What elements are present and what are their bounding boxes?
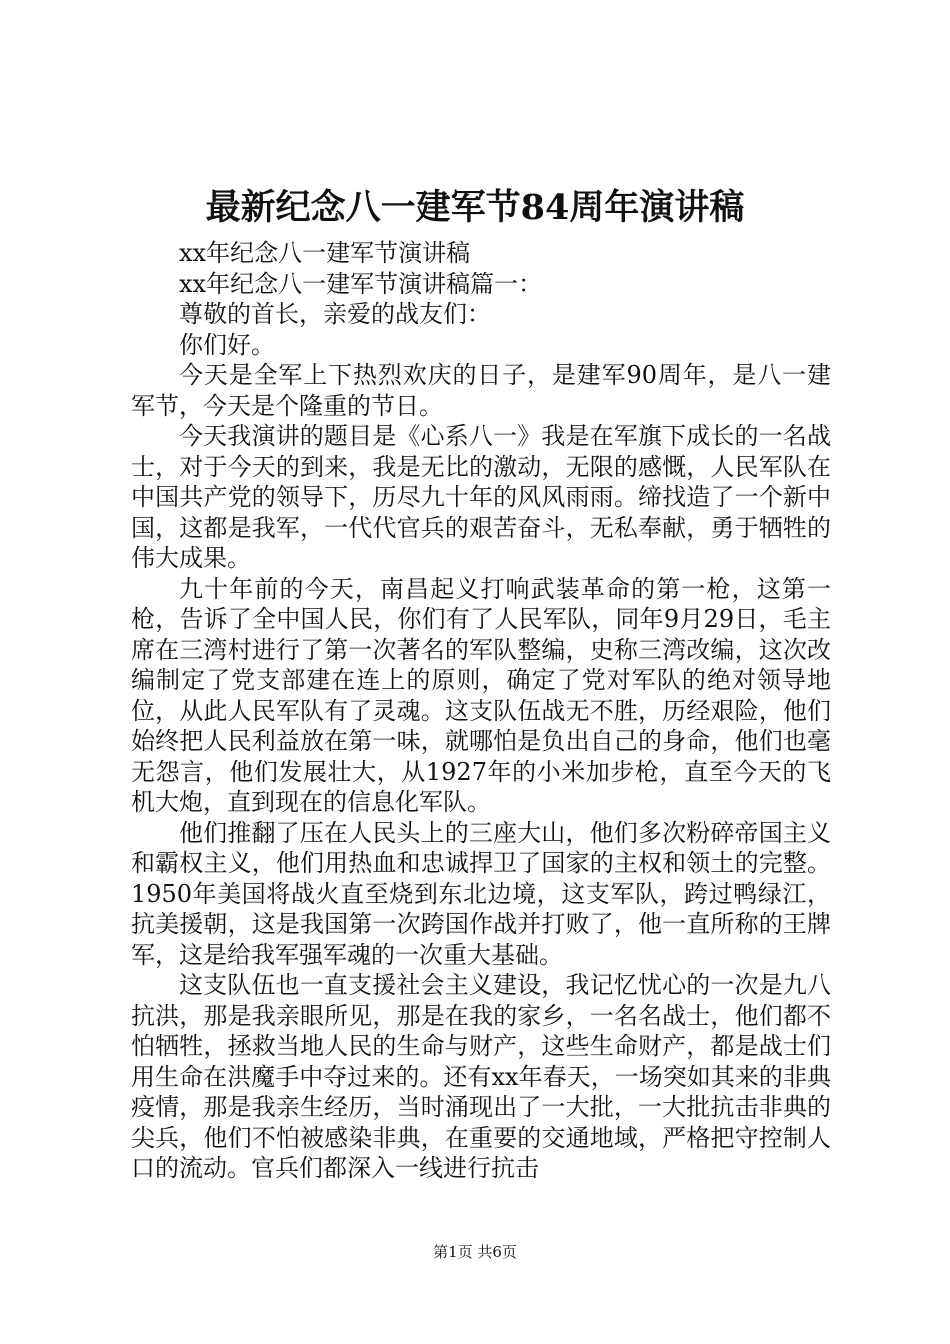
document-title: 最新纪念八一建军节84周年演讲稿: [205, 187, 745, 228]
paragraph: xx年纪念八一建军节演讲稿: [179, 239, 471, 267]
document-body: [131, 238, 831, 1184]
page-footer: 第1页 共6页: [433, 1243, 517, 1261]
paragraph: 九十年前的今天，南昌起义打响武装革命的第一枪，这第一枪，告诉了全中国人民，你们有了人民军队，同年9月29日，毛主席在三湾村进行了第一次著名的军队整编，史称三湾改编，这次改编制定了党支部建在连上的原则，确定了党对军队的绝对领导地位，从此人民军队有了灵魂。这支队伍战无不胜，历经艰险，他们始终把人民利益放在第一味，就哪怕是负出自己的身命，他们也毫无怨言，他们发展壮大，从1927年的小米加步枪，直至今天的飞机大炮，直到现在的信息化军队。: [131, 574, 831, 816]
paragraph: xx年纪念八一建军节演讲稿篇一：: [179, 269, 543, 298]
paragraph: 今天我演讲的题目是《心系八一》我是在军旗下成长的一名战士，对于今天的到来，我是无比的激动，无限的感慨，人民军队在中国共产党的领导下，历尽九十年的风风雨雨。缔找造了一个新中国，这都是我军，一代代官兵的艰苦奋斗，无私奉献，勇于牺牲的伟大成果。: [131, 422, 831, 572]
paragraph: 他们推翻了压在人民头上的三座大山，他们多次粉碎帝国主义和霸权主义，他们用热血和忠诚捍卫了国家的主权和领土的完整。1950年美国将战火直至烧到东北边境，这支军队，跨过鸭绿江，抗美援朝，这是我国第一次跨国作战并打败了，他一直所称的王牌军，这是给我军强军魂的一次重大基础。: [131, 818, 831, 969]
paragraph: 今天是全军上下热烈欢庆的日子，是建军90周年，是八一建军节，今天是个隆重的节日。: [131, 361, 831, 420]
paragraph: 这支队伍也一直支援社会主义建设，我记忆忧心的一次是九八抗洪，那是我亲眼所见，那是在我的家乡，一名名战士，他们都不怕牺牲，拯救当地人民的生命与财产，这些生命财产，都是战士们用生命在洪魔手中夺过来的。还有xx年春天，一场突如其来的非典疫情，那是我亲生经历，当时涌现出了一大批，一大批抗击非典的尖兵，他们不怕被感染非典，在重要的交通地域，严格把守控制人口的流动。官兵们都深入一线进行抗击: [131, 971, 831, 1182]
paragraph: 你们好。: [179, 330, 275, 359]
paragraph: 尊敬的首长，亲爱的战友们：: [179, 300, 491, 328]
